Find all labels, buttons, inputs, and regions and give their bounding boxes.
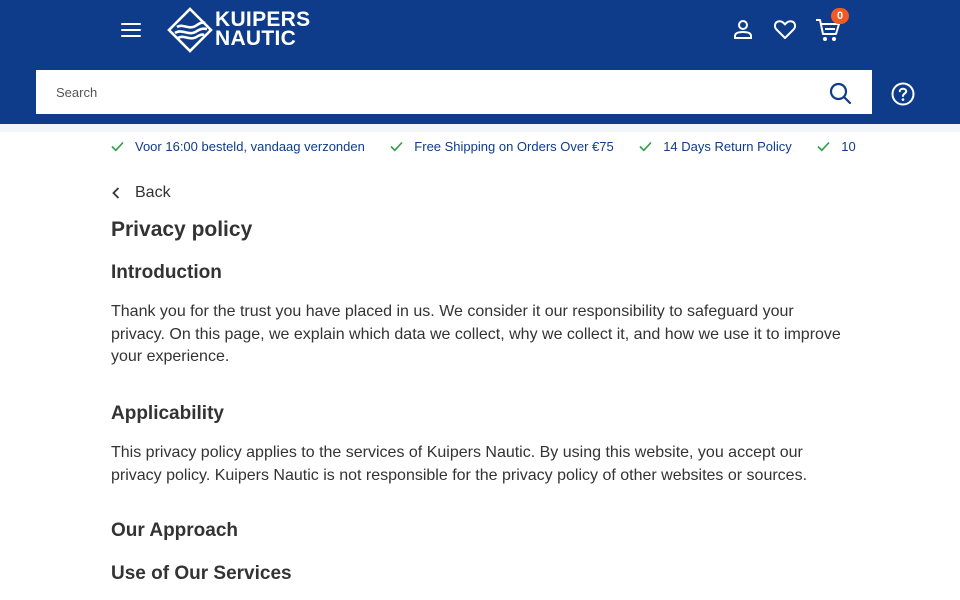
back-label: Back [135, 184, 171, 201]
usp-label: 14 Days Return Policy [663, 139, 792, 154]
search-input[interactable] [36, 70, 872, 114]
page-title: Privacy policy [111, 218, 253, 241]
search-icon[interactable] [828, 81, 852, 105]
check-icon [817, 141, 830, 152]
usp-label: Voor 16:00 besteld, vandaag verzonden [135, 139, 365, 154]
usp-item [817, 139, 855, 154]
back-link[interactable] [111, 184, 171, 202]
usp-item [639, 139, 792, 154]
section-heading-our-approach: Our Approach [111, 520, 239, 541]
section-heading-use-of-services: Use of Our Services [111, 563, 292, 584]
check-icon [639, 141, 652, 152]
usp-item [390, 139, 613, 154]
section-text-applicability: This privacy policy applies to the services of Kuipers Nautic. By using this website, you accept our privacy policy. Kuipers Nautic is not responsible for the privacy policy of other websites or sources. [111, 444, 808, 484]
header-divider [0, 124, 960, 132]
header [0, 0, 960, 62]
logo[interactable] [167, 7, 317, 53]
section-heading-introduction: Introduction [111, 262, 222, 283]
usp-label: Free Shipping on Orders Over €75 [414, 139, 614, 154]
section-text-introduction: Thank you for the trust you have placed in us. We consider it our responsibility to safeguard your privacy. On this page, we explain which data we collect, why we collect it, and how we use it to improve your experience. [111, 303, 841, 365]
usp-label: 10 [841, 139, 856, 154]
usp-strip [111, 139, 856, 161]
account-icon[interactable] [731, 17, 757, 43]
section-heading-applicability: Applicability [111, 403, 224, 424]
check-icon [111, 141, 124, 152]
chevron-left-icon [111, 186, 121, 200]
brand-line1: KUIPERS [215, 8, 311, 31]
cart-count-badge: 0 [831, 8, 849, 24]
menu-icon[interactable] [121, 21, 143, 39]
brand-line2: NAUTIC [215, 27, 297, 50]
usp-item [111, 139, 365, 154]
help-icon[interactable] [890, 81, 916, 107]
check-icon [390, 141, 403, 152]
wishlist-icon[interactable] [773, 17, 799, 43]
logo-mark-icon [167, 7, 213, 53]
search-bar [0, 62, 960, 124]
